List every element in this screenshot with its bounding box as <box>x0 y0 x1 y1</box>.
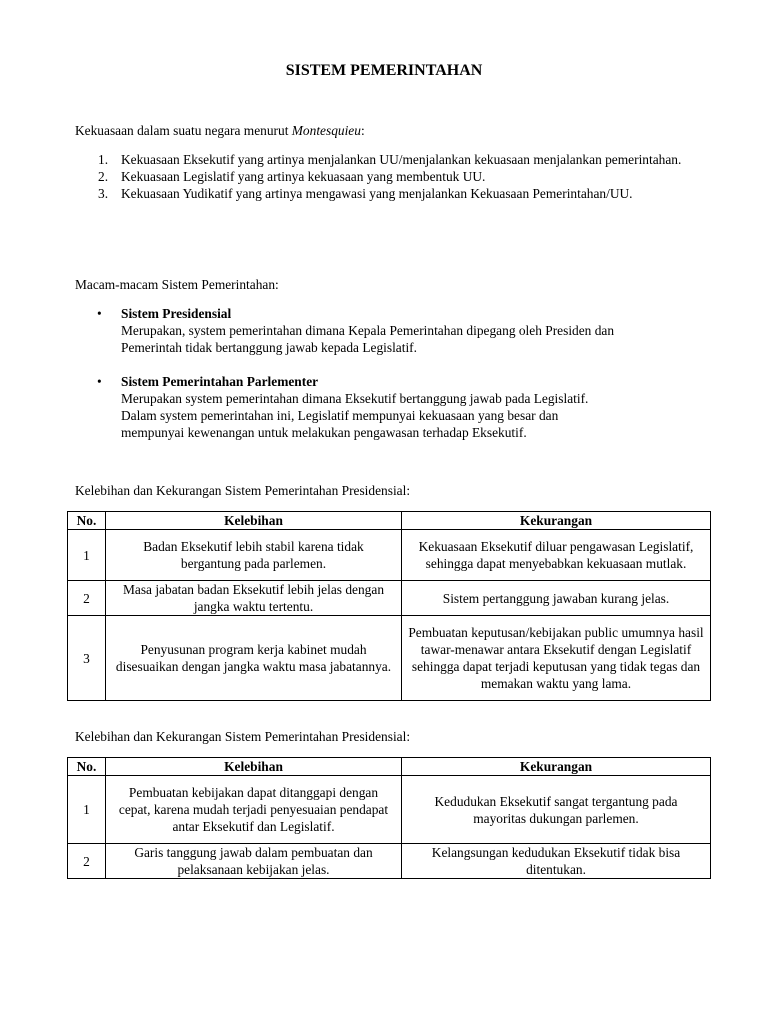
list-item <box>75 185 715 202</box>
system-line: Pemerintah tidak bertanggung jawab kepada Legislatif. <box>121 340 417 355</box>
cell-kekurangan: Pembuatan keputusan/kebijakan public umumnya hasil tawar-menawar antara Eksekutif dengan Legislatif sehingga dapat terjadi keputusan yang tidak tegas dan memakan waktu yang lama. <box>402 616 711 701</box>
header-no: No. <box>68 758 106 776</box>
comparison-table-presidensial <box>67 511 711 701</box>
table-header-row <box>68 758 711 776</box>
table2-caption: Kelebihan dan Kekurangan Sistem Pemerintahan Presidensial: <box>75 729 411 744</box>
bullet-icon: • <box>97 306 102 321</box>
list-item-number: 1. <box>98 152 109 167</box>
cell-no: 3 <box>68 616 106 701</box>
intro-italic-name: Montesquieu <box>291 123 361 138</box>
system-parlementer <box>75 373 715 441</box>
comparison-table-parlementer <box>67 757 711 879</box>
cell-kelebihan: Masa jabatan badan Eksekutif lebih jelas dengan jangka waktu tertentu. <box>106 581 402 616</box>
system-line: Merupakan system pemerintahan dimana Eksekutif bertanggung jawab pada Legislatif. <box>121 391 589 406</box>
cell-kekurangan: Sistem pertanggung jawaban kurang jelas. <box>402 581 711 616</box>
cell-no: 2 <box>68 581 106 616</box>
cell-kekurangan: Kedudukan Eksekutif sangat tergantung pada mayoritas dukungan parlemen. <box>402 776 711 844</box>
system-line: Merupakan, system pemerintahan dimana Kepala Pemerintahan dipegang oleh Presiden dan <box>121 323 615 338</box>
list-item-text: Kekuasaan Legislatif yang artinya kekuasaan yang membentuk UU. <box>121 169 486 184</box>
header-kelebihan: Kelebihan <box>106 512 402 530</box>
table-row <box>68 581 711 616</box>
header-kekurangan: Kekurangan <box>402 758 711 776</box>
list-item-number: 2. <box>98 169 109 184</box>
cell-no: 2 <box>68 844 106 879</box>
intro-suffix: : <box>360 123 365 138</box>
table-row <box>68 530 711 581</box>
system-presidensial <box>75 305 715 356</box>
cell-kekurangan: Kelangsungan kedudukan Eksekutif tidak bisa ditentukan. <box>402 844 711 879</box>
table1-caption: Kelebihan dan Kekurangan Sistem Pemerintahan Presidensial: <box>75 483 411 498</box>
cell-no: 1 <box>68 530 106 581</box>
system-heading: Sistem Presidensial <box>121 306 232 321</box>
table-row <box>68 776 711 844</box>
list-item-text: Kekuasaan Eksekutif yang artinya menjalankan UU/menjalankan kekuasaan menjalankan pemerintahan. <box>121 152 682 167</box>
list-item <box>75 168 715 185</box>
cell-kelebihan: Garis tanggung jawab dalam pembuatan dan pelaksanaan kebijakan jelas. <box>106 844 402 879</box>
intro-text: Kekuasaan dalam suatu negara menurut <box>75 123 292 138</box>
system-line: Dalam system pemerintahan ini, Legislatif mempunyai kekuasaan yang besar dan <box>121 408 559 423</box>
system-line: mempunyai kewenangan untuk melakukan pengawasan terhadap Eksekutif. <box>121 425 527 440</box>
system-heading: Sistem Pemerintahan Parlementer <box>121 374 319 389</box>
table-row <box>68 616 711 701</box>
intro-paragraph <box>75 122 715 139</box>
header-kekurangan: Kekurangan <box>402 512 711 530</box>
list-item <box>75 151 715 168</box>
table-header-row <box>68 512 711 530</box>
bullet-icon: • <box>97 374 102 389</box>
cell-kekurangan: Kekuasaan Eksekutif diluar pengawasan Legislatif, sehingga dapat menyebabkan kekuasaan mutlak. <box>402 530 711 581</box>
cell-kelebihan: Badan Eksekutif lebih stabil karena tidak bergantung pada parlemen. <box>106 530 402 581</box>
table-row <box>68 844 711 879</box>
list-item-number: 3. <box>98 186 109 201</box>
header-no: No. <box>68 512 106 530</box>
powers-list <box>75 151 715 202</box>
cell-no: 1 <box>68 776 106 844</box>
page-title: SISTEM PEMERINTAHAN <box>285 62 483 79</box>
header-kelebihan: Kelebihan <box>106 758 402 776</box>
cell-kelebihan: Pembuatan kebijakan dapat ditanggapi dengan cepat, karena mudah terjadi penyesuaian pendapat antar Eksekutif dan Legislatif. <box>106 776 402 844</box>
cell-kelebihan: Penyusunan program kerja kabinet mudah disesuaikan dengan jangka waktu masa jabatannya. <box>106 616 402 701</box>
list-item-text: Kekuasaan Yudikatif yang artinya mengawasi yang menjalankan Kekuasaan Pemerintahan/UU. <box>121 186 633 201</box>
systems-heading: Macam-macam Sistem Pemerintahan: <box>75 277 279 292</box>
